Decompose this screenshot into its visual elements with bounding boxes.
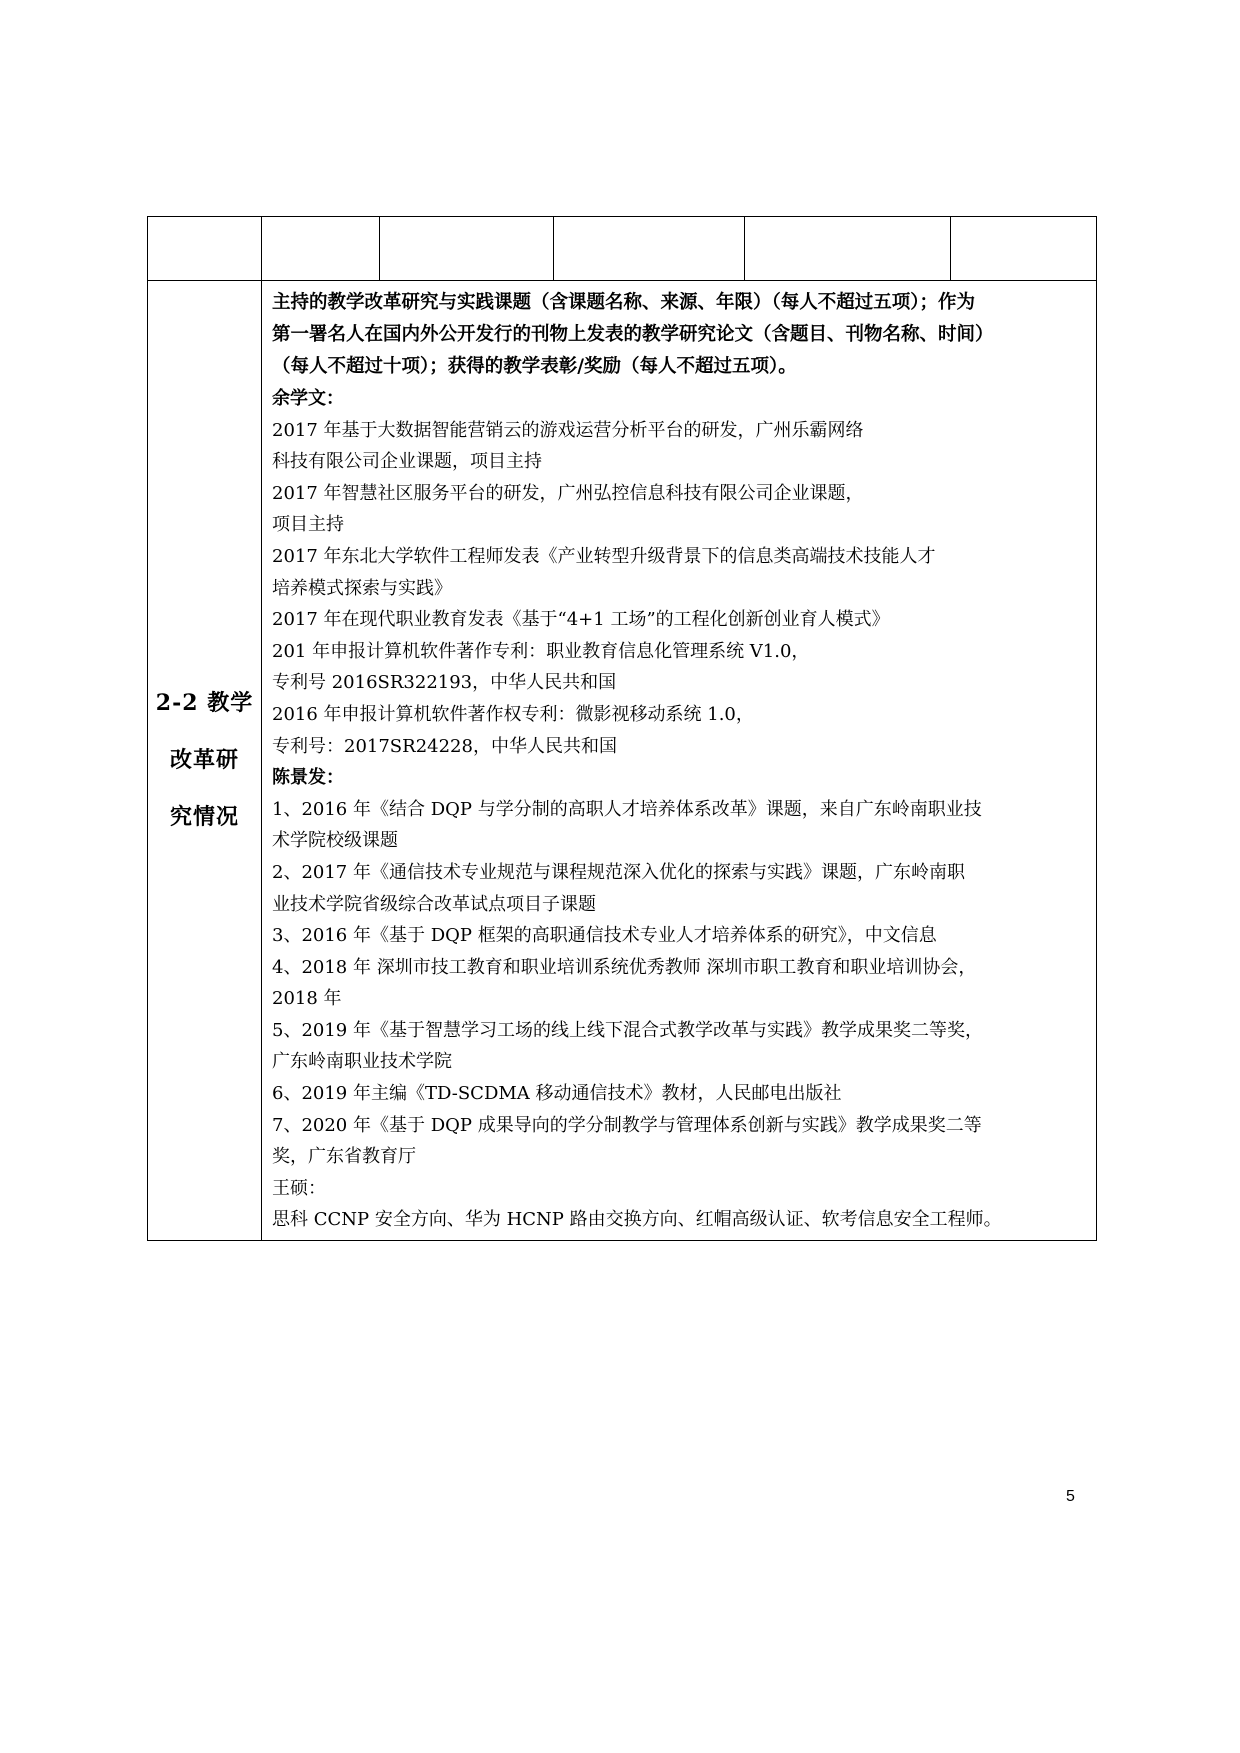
entry-line: 术学院校级课题 [272, 830, 398, 852]
entry-line: 项目主持 [272, 514, 344, 536]
entry-line: 2017 年东北大学软件工程师发表《产业转型升级背景下的信息类高端技术技能人才 [272, 545, 936, 567]
person-name: 王硕： [272, 1177, 326, 1199]
prompt-line: 主持的教学改革研究与实践课题（含课题名称、来源、年限）（每人不超过五项）；作为 [272, 292, 976, 313]
entry-line: 专利号 2016SR322193，中华人民共和国 [272, 672, 617, 694]
entry-line: 业技术学院省级综合改革试点项目子课题 [272, 893, 596, 915]
entry-line: 2017 年在现代职业教育发表《基于“4+1 工场”的工程化创新创业育人模式》 [272, 609, 890, 631]
section-content [262, 281, 1096, 1240]
section-label-line: 改革研 [169, 747, 239, 774]
empty-cell [262, 217, 380, 281]
entry-line: 广东岭南职业技术学院 [272, 1051, 452, 1073]
page-number: 5 [1066, 1488, 1075, 1505]
entry-line: 培养模式探索与实践》 [272, 577, 452, 599]
entry-line: 5、2019 年《基于智慧学习工场的线上线下混合式教学改革与实践》教学成果奖二等奖， [272, 1019, 983, 1041]
empty-cell [148, 217, 262, 281]
entry-line: 思科 CCNP 安全方向、华为 HCNP 路由交换方向、红帽高级认证、软考信息安全工程师。 [272, 1209, 1002, 1231]
entry-line: 2018 年 [272, 988, 342, 1010]
entry-line: 7、2020 年《基于 DQP 成果导向的学分制教学与管理体系创新与实践》教学成果奖二等 [272, 1114, 982, 1136]
entry-line: 201 年申报计算机软件著作专利：职业教育信息化管理系统 V1.0， [272, 640, 810, 662]
prompt-line: 第一署名人在国内外公开发行的刊物上发表的教学研究论文（含题目、刊物名称、时间） [272, 324, 994, 345]
info-table [147, 216, 1097, 1241]
empty-cell [951, 217, 1097, 281]
person-name: 陈景发： [272, 767, 344, 789]
entry-line: 1、2016 年《结合 DQP 与学分制的高职人才培养体系改革》课题，来自广东岭南职业技 [272, 798, 982, 820]
section-content-cell [262, 281, 1097, 1241]
empty-cell [554, 217, 745, 281]
entry-line: 3、2016 年《基于 DQP 框架的高职通信技术专业人才培养体系的研究》，中文信息 [272, 925, 937, 947]
entry-line: 2017 年智慧社区服务平台的研发，广州弘控信息科技有限公司企业课题， [272, 482, 864, 504]
empty-cell [380, 217, 554, 281]
table-row-empty [148, 217, 1097, 281]
entry-line: 2017 年基于大数据智能营销云的游戏运营分析平台的研发，广州乐霸网络 [272, 419, 864, 441]
entry-line: 奖，广东省教育厅 [272, 1146, 416, 1168]
entry-line: 2016 年申报计算机软件著作权专利：微影视移动系统 1.0， [272, 703, 754, 725]
section-label-line: 2-2 教学 [155, 690, 254, 717]
table-row-teaching-reform [148, 281, 1097, 1241]
section-label [155, 675, 255, 846]
person-name: 余学文： [272, 388, 344, 409]
entry-line: 专利号：2017SR24228，中华人民共和国 [272, 735, 617, 757]
entry-line: 科技有限公司企业课题，项目主持 [272, 451, 542, 473]
entry-line: 6、2019 年主编《TD-SCDMA 移动通信技术》教材，人民邮电出版社 [272, 1083, 842, 1105]
empty-cell [745, 217, 951, 281]
entry-line: 2、2017 年《通信技术专业规范与课程规范深入优化的探索与实践》课题，广东岭南职 [272, 861, 965, 883]
section-label-line: 究情况 [169, 804, 239, 831]
prompt-line: （每人不超过十项）；获得的教学表彰/奖励（每人不超过五项）。 [272, 356, 797, 377]
entry-line: 4、2018 年 深圳市技工教育和职业培训系统优秀教师 深圳市职工教育和职业培训协会， [272, 956, 977, 978]
section-label-cell [148, 281, 262, 1241]
